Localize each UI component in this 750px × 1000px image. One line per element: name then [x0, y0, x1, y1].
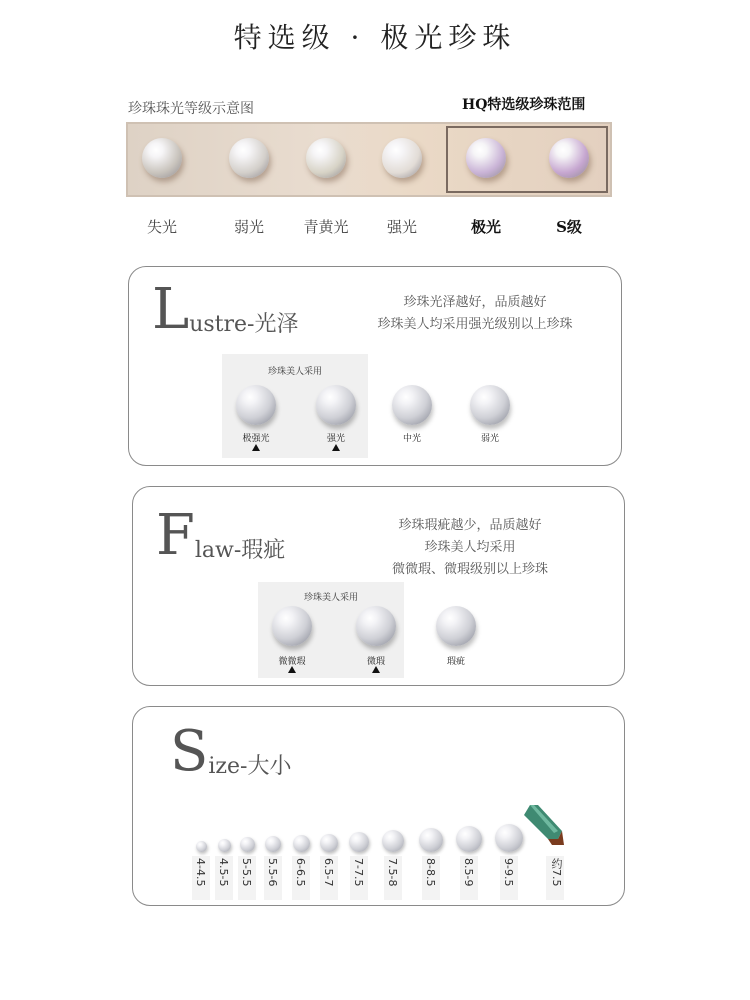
lustre-pearl-label: 弱光	[480, 434, 499, 444]
flaw-pearl-label: 瑕疵	[446, 657, 465, 667]
size-pearl	[456, 826, 482, 852]
lustre-pearl	[392, 385, 432, 425]
lustre-initial: L	[152, 277, 190, 342]
adopted-marker-icon	[372, 666, 380, 673]
flaw-pearl	[436, 606, 476, 646]
size-label: 4-4.5	[194, 858, 207, 887]
size-initial: S	[170, 719, 209, 784]
flaw-pearl-label: 微瑕	[366, 657, 385, 667]
flaw-pearl-label: 微微瑕	[278, 657, 306, 667]
grading-pearl	[229, 138, 269, 178]
flaw-heading	[156, 503, 286, 568]
size-pearl	[419, 828, 443, 852]
grading-pearl	[142, 138, 182, 178]
size-pearl	[349, 832, 369, 852]
flaw-desc-line: 珍珠美人均采用	[424, 540, 516, 555]
lustre-pearl-label: 中光	[402, 434, 421, 444]
page-title: 特选级 · 极光珍珠	[233, 21, 517, 54]
adopted-marker-icon	[332, 444, 340, 451]
lustre-pearl	[470, 385, 510, 425]
grading-label: 珍珠珠光等级示意图	[128, 101, 254, 117]
size-pearl	[240, 837, 255, 852]
lustre-description	[340, 292, 610, 336]
size-pearl	[382, 830, 404, 852]
size-label: 8-8.5	[424, 858, 437, 887]
size-label: 4.5-5	[217, 858, 230, 887]
grading-pearl	[382, 138, 422, 178]
size-label: 7-7.5	[352, 858, 365, 887]
flaw-pearl	[272, 606, 312, 646]
grading-level-label: 青黄光	[303, 218, 349, 236]
grading-level-label: 失光	[146, 218, 177, 236]
size-label: 9-9.5	[502, 858, 515, 887]
size-label: 5.5-6	[266, 858, 279, 887]
grading-pearl	[306, 138, 346, 178]
size-pearl	[320, 834, 338, 852]
size-pearl	[495, 824, 523, 852]
flaw-heading-rest: law-瑕疵	[194, 538, 286, 563]
size-heading-rest: ize-大小	[208, 754, 292, 779]
flaw-desc-line: 珍珠瑕疵越少，品质越好	[398, 518, 542, 533]
grading-pearl	[466, 138, 506, 178]
lustre-pearl-label: 强光	[326, 434, 345, 444]
grading-level-label: 弱光	[233, 218, 264, 236]
size-pearl	[196, 841, 207, 852]
grading-pearl	[549, 138, 589, 178]
lustre-pearl	[236, 385, 276, 425]
lustre-heading	[152, 277, 299, 342]
size-heading	[170, 719, 292, 784]
flaw-description	[350, 515, 590, 581]
lustre-pearl	[316, 385, 356, 425]
grading-level-label: 极光	[470, 218, 501, 236]
grading-level-label: S级	[556, 218, 582, 236]
size-pearl	[218, 839, 231, 852]
size-pearl	[293, 835, 310, 852]
pencil-icon	[524, 805, 564, 845]
flaw-initial: F	[156, 503, 195, 568]
size-pearl	[265, 836, 281, 852]
size-label: 约7.5	[550, 858, 563, 887]
lustre-desc-line: 珍珠美人均采用强光级别以上珍珠	[377, 317, 573, 332]
size-label: 6-6.5	[294, 858, 307, 887]
flaw-pearl	[356, 606, 396, 646]
lustre-heading-rest: ustre-光泽	[189, 312, 299, 337]
lustre-desc-line: 珍珠光泽越好，品质越好	[403, 295, 547, 310]
size-label: 7.5-8	[386, 858, 399, 887]
lustre-pearl-label: 极强光	[242, 434, 270, 444]
grading-level-label: 强光	[386, 218, 417, 236]
flaw-panel-label: 珍珠美人采用	[303, 593, 358, 603]
size-label: 6.5-7	[322, 858, 335, 887]
adopted-marker-icon	[252, 444, 260, 451]
hq-range-label: HQ特选级珍珠范围	[462, 97, 586, 113]
adopted-marker-icon	[288, 666, 296, 673]
lustre-panel-label: 珍珠美人采用	[267, 367, 322, 377]
size-label: 5-5.5	[240, 858, 253, 887]
flaw-desc-line: 微微瑕、微瑕级别以上珍珠	[391, 562, 548, 577]
size-label: 8.5-9	[462, 858, 475, 887]
